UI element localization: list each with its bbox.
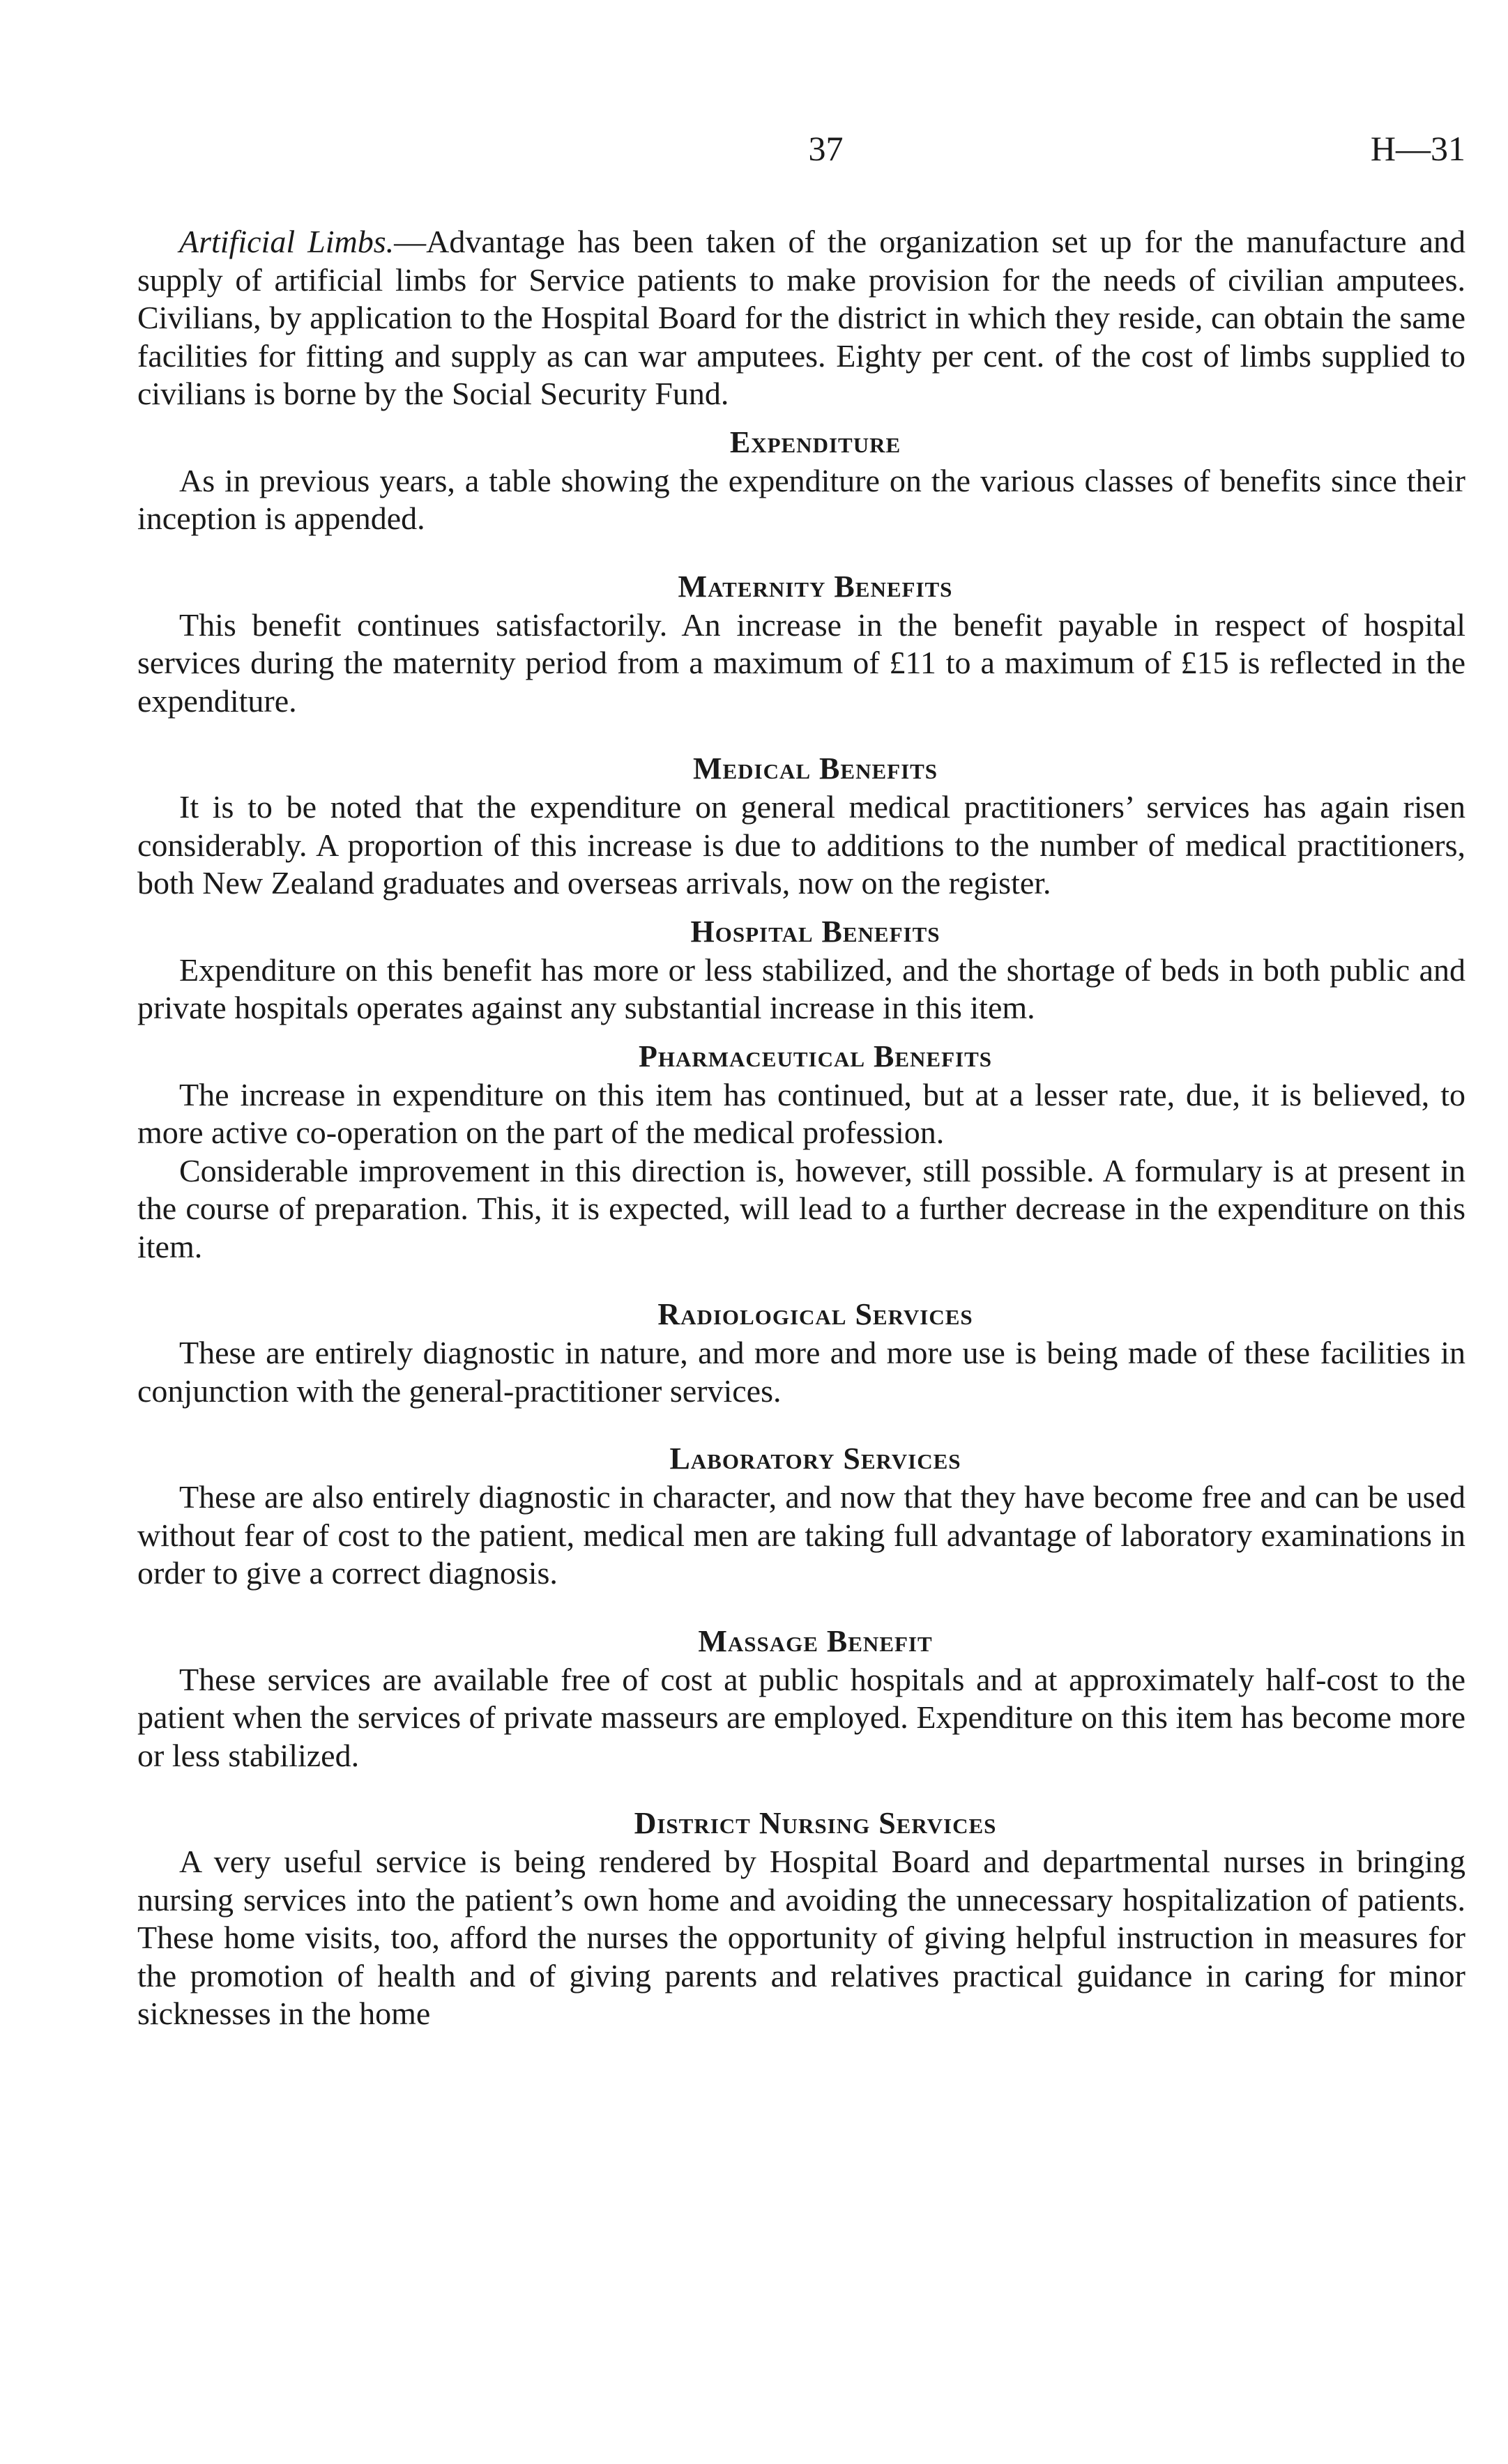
medical-benefits-paragraph: It is to be noted that the expenditure on general medical practitioners’ services has again risen considerably. A proportion of this increase is due to additions to the number of medical practitioners, both New Zealand graduates and overseas arrivals, now on the register. bbox=[137, 789, 1465, 901]
hospital-benefits-paragraph: Expenditure on this benefit has more or less stabilized, and the shortage of beds in both public and private hospitals operates against any substantial increase in this item. bbox=[137, 951, 1465, 1025]
section-heading-medical-benefits: Medical Benefits bbox=[692, 751, 938, 786]
section-heading-pharmaceutical-benefits: Pharmaceutical Benefits bbox=[638, 1039, 993, 1073]
artificial-limbs-lead: Artificial Limbs. bbox=[179, 224, 395, 259]
artificial-limbs-text: —Advantage has been taken of the organization set up for the manufacture and supply of artificial limbs for Service patients to make provision for the needs of civilian amputees. Civilians, by application to the Hospital Board for the district in which they reside, can obtain the same facilities for fitting and supply as can war amputees. Eighty per cent. of the cost of limbs supplied to civilians is borne by the Social Security Fund. bbox=[137, 224, 1465, 411]
pharmaceutical-benefits-paragraph-1: The increase in expenditure on this item has continued, but at a lesser rate, due, it is believed, to more active co-operation on the part of the medical profession. bbox=[137, 1076, 1465, 1150]
radiological-services-paragraph: These are entirely diagnostic in nature, and more and more use is being made of these facilities in conjunction with the general-practitioner services. bbox=[137, 1335, 1465, 1409]
section-heading-district-nursing-services: District Nursing Services bbox=[634, 1806, 997, 1840]
section-heading-hospital-benefits: Hospital Benefits bbox=[690, 914, 940, 949]
section-heading-expenditure: Expenditure bbox=[729, 424, 901, 459]
document-reference: H—31 bbox=[1370, 129, 1465, 168]
maternity-benefits-paragraph: This benefit continues satisfactorily. An increase in the benefit payable in respect of hospital services during the maternity period from a maximum of £11 to a maximum of £15 is reflected in the expenditure. bbox=[137, 606, 1465, 719]
section-heading-maternity-benefits: Maternity Benefits bbox=[678, 569, 953, 604]
document-page bbox=[137, 0, 1465, 2464]
page-content bbox=[137, 223, 1465, 2033]
running-head bbox=[137, 124, 1465, 173]
section-heading-laboratory-services: Laboratory Services bbox=[669, 1441, 961, 1476]
massage-benefit-paragraph: These services are available free of cost at public hospitals and at approximately half-cost to the patient when the services of private masseurs are employed. Expenditure on this item has become more or less stabilized. bbox=[137, 1661, 1465, 1773]
expenditure-paragraph: As in previous years, a table showing the expenditure on the various classes of benefits since their inception is appended. bbox=[137, 462, 1465, 536]
pharmaceutical-benefits-paragraph-2: Considerable improvement in this direction is, however, still possible. A formulary is at present in the course of preparation. This, it is expected, will lead to a further decrease in the expenditure on this item. bbox=[137, 1152, 1465, 1264]
laboratory-services-paragraph: These are also entirely diagnostic in character, and now that they have become free and can be used without fear of cost to the patient, medical men are taking full advantage of laboratory examinations in order to give a correct diagnosis. bbox=[137, 1479, 1465, 1591]
section-heading-radiological-services: Radiological Services bbox=[657, 1297, 973, 1331]
section-heading-massage-benefit: Massage Benefit bbox=[698, 1623, 933, 1658]
district-nursing-services-paragraph: A very useful service is being rendered by Hospital Board and departmental nurses in bringing nursing services into the patient’s own home and avoiding the unnecessary hospitalization of patients. These home visits, too, afford the nurses the opportunity of giving helpful instruction in measures for the promotion of health and of giving parents and relatives practical guidance in caring for minor sicknesses in the home bbox=[137, 1844, 1465, 2031]
page-number: 37 bbox=[808, 129, 844, 168]
artificial-limbs-paragraph bbox=[137, 223, 1465, 413]
